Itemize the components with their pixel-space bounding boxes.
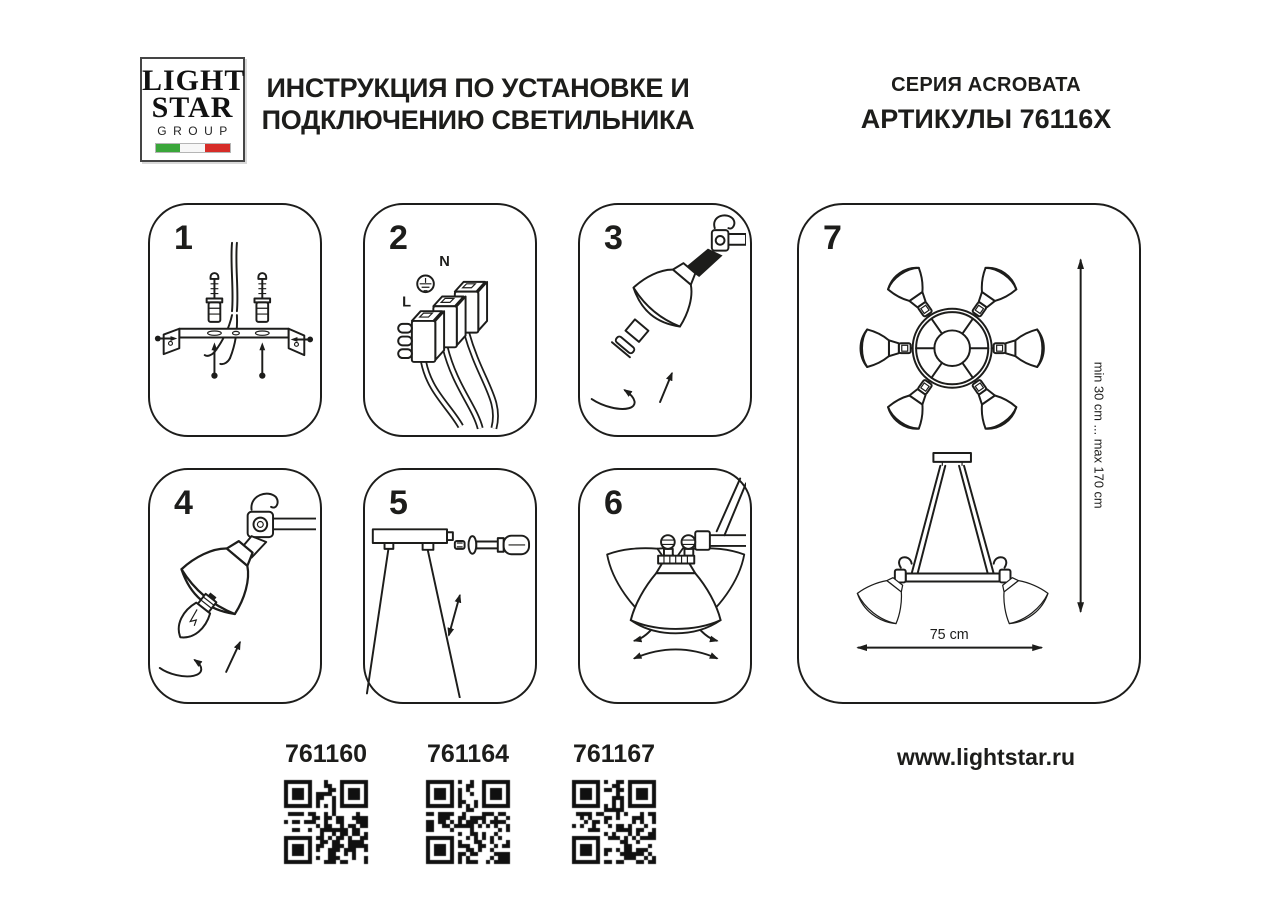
step-number: 5 [389, 484, 408, 522]
lamp-shade-front [631, 556, 721, 634]
flag-white [180, 144, 205, 152]
suspension-wires [367, 549, 460, 697]
step-number: 7 [823, 219, 842, 257]
screwdriver [455, 536, 529, 555]
qr-code [282, 778, 370, 866]
step-panel-5 [363, 468, 537, 704]
neutral-label: N [439, 254, 450, 271]
pivot-arm [248, 494, 316, 538]
logo-word-light: LIGHT [142, 64, 246, 97]
tilt-hint-arrow-right [701, 631, 717, 641]
title-line-2: ПОДКЛЮЧЕНИЮ СВЕТИЛЬНИКА [261, 105, 695, 135]
logo-word-group: GROUP [157, 124, 234, 138]
step-number: 2 [389, 219, 408, 257]
arm [970, 329, 1044, 367]
flag-red [205, 144, 230, 152]
width-dimension [858, 627, 1041, 648]
earth-icon [417, 276, 434, 293]
step-number: 1 [174, 219, 193, 257]
live-label: L [402, 294, 412, 311]
chandelier-top-view [861, 262, 1044, 434]
height-dimension-label: min 30 cm ... max 170 cm [1091, 361, 1107, 509]
series-label: СЕРИЯ ACROBATA [891, 74, 1081, 96]
article-number: 761164 [426, 740, 510, 768]
flag-green [156, 144, 181, 152]
height-dimension [1081, 260, 1107, 611]
qr-code [570, 778, 658, 866]
qr-code [424, 778, 512, 866]
article-number: 761160 [284, 740, 368, 768]
pivot-arm [712, 215, 746, 250]
arm [861, 329, 935, 367]
step-number: 6 [604, 484, 623, 522]
step-panel-6 [578, 468, 752, 704]
step-panel-1 [148, 203, 322, 437]
step-number: 3 [604, 219, 623, 257]
hinge-knobs [661, 535, 695, 556]
article-number: 761167 [572, 740, 656, 768]
screws-below [211, 342, 265, 378]
ceiling-canopy [373, 529, 453, 550]
product-info [826, 74, 1146, 135]
socket-adapter [612, 318, 651, 358]
adjust-arrow-icon [449, 596, 460, 635]
logo-word-star: STAR [151, 91, 234, 124]
step-panel-2 [363, 203, 537, 437]
screw-and-anchor-left [207, 273, 223, 322]
swing-arrow-icon [635, 649, 717, 658]
step-number: 4 [174, 484, 193, 522]
width-dimension-label: 75 cm [929, 626, 969, 643]
rotation-arrow-icon [592, 390, 635, 409]
step-panel-4 [148, 468, 322, 704]
step-panel-7 [797, 203, 1141, 704]
page-title [252, 72, 704, 136]
rotation-arrow-icon [160, 660, 202, 676]
articles-label: АРТИКУЛЫ 76116X [860, 104, 1112, 134]
tilt-hint-arrow-left [635, 631, 651, 641]
website-url: www.lightstar.ru [896, 744, 1076, 770]
screw-and-anchor-right [254, 273, 270, 322]
insert-arrow-icon [226, 643, 240, 672]
pivot-arm [695, 479, 746, 550]
step7-illustration [799, 205, 1135, 698]
step-panel-3 [578, 203, 752, 437]
italian-flag-icon [155, 143, 231, 153]
chandelier-side-view [853, 453, 1053, 629]
lightstar-logo [140, 57, 245, 162]
title-line-1: ИНСТРУКЦИЯ ПО УСТАНОВКЕ И [266, 73, 690, 103]
insert-arrow-icon [660, 374, 672, 402]
